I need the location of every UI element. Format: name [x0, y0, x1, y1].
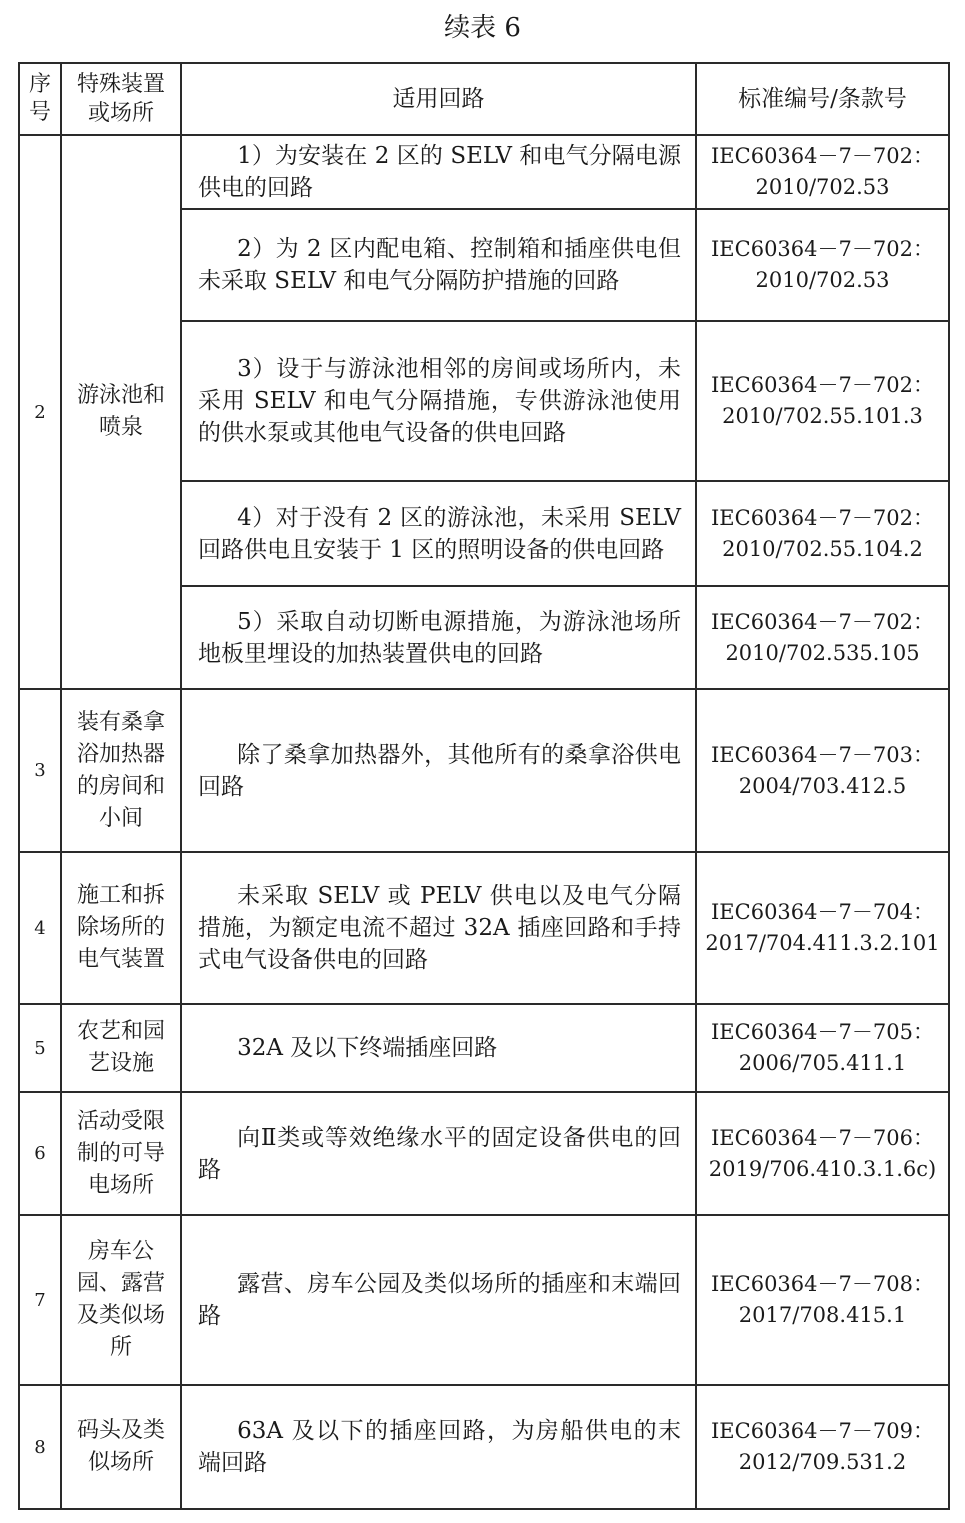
standard-number: IEC60364－7－704：	[711, 900, 934, 924]
standard-number: IEC60364－7－708：	[711, 1272, 934, 1296]
row-place: 游泳池和喷泉	[61, 135, 181, 689]
row-standard	[696, 1215, 949, 1385]
row-seq: 8	[19, 1385, 61, 1509]
row-circuit: 4）对于没有 2 区的游泳池，未采用 SELV 回路供电且安装于 1 区的照明设备的供电回路	[181, 481, 696, 586]
row-place: 活动受限制的可导电场所	[61, 1092, 181, 1215]
row-circuit: 除了桑拿加热器外，其他所有的桑拿浴供电回路	[181, 689, 696, 852]
row-circuit: 32A 及以下终端插座回路	[181, 1004, 696, 1092]
table-row	[19, 689, 949, 852]
standard-clause: 2012/709.531.2	[738, 1450, 907, 1474]
row-seq: 4	[19, 852, 61, 1004]
standard-clause: 2010/702.53	[755, 175, 890, 199]
standard-clause: 2010/702.535.105	[725, 640, 920, 665]
standard-clause: 2010/702.53	[755, 268, 890, 292]
row-standard	[696, 1092, 949, 1215]
table-caption: 续表 6	[444, 13, 521, 43]
standard-number: IEC60364－7－705：	[711, 1020, 934, 1044]
standard-number: IEC60364－7－706：	[711, 1125, 934, 1150]
table-row	[19, 1004, 949, 1092]
standard-number: IEC60364－7－702：	[711, 373, 934, 397]
header-circuit: 适用回路	[181, 63, 696, 135]
header-seq: 序号	[19, 63, 61, 135]
row-standard	[696, 586, 949, 689]
standard-clause: 2010/702.55.101.3	[722, 404, 923, 428]
row-standard	[696, 1385, 949, 1509]
row-standard	[696, 209, 949, 321]
row-place: 装有桑拿浴加热器的房间和小间	[61, 689, 181, 852]
table-row	[19, 1385, 949, 1509]
row-circuit: 向Ⅱ类或等效绝缘水平的固定设备供电的回路	[181, 1092, 696, 1215]
row-circuit: 露营、房车公园及类似场所的插座和末端回路	[181, 1215, 696, 1385]
row-circuit: 1）为安装在 2 区的 SELV 和电气分隔电源供电的回路	[181, 135, 696, 209]
row-standard	[696, 135, 949, 209]
standard-clause: 2010/702.55.104.2	[722, 536, 923, 561]
standard-number: IEC60364－7－709：	[711, 1419, 934, 1443]
standard-clause: 2019/706.410.3.1.6c)	[708, 1156, 937, 1181]
row-standard	[696, 481, 949, 586]
standard-clause: 2004/703.412.5	[738, 773, 907, 798]
row-place: 农艺和园艺设施	[61, 1004, 181, 1092]
standard-number: IEC60364－7－702：	[711, 144, 934, 168]
row-circuit: 5）采取自动切断电源措施，为游泳池场所地板里埋设的加热装置供电的回路	[181, 586, 696, 689]
standard-clause: 2017/704.411.3.2.101	[705, 931, 940, 955]
row-circuit: 3）设于与游泳池相邻的房间或场所内，未采用 SELV 和电气分隔措施，专供游泳池使用的供水泵或其他电气设备的供电回路	[181, 321, 696, 481]
row-place: 施工和拆除场所的电气装置	[61, 852, 181, 1004]
standard-clause: 2017/708.415.1	[738, 1303, 907, 1327]
row-seq: 5	[19, 1004, 61, 1092]
table-row	[19, 135, 949, 209]
table-row	[19, 1215, 949, 1385]
row-circuit: 未采取 SELV 或 PELV 供电以及电气分隔措施，为额定电流不超过 32A 插座回路和手持式电气设备供电的回路	[181, 852, 696, 1004]
standard-number: IEC60364－7－702：	[711, 609, 934, 634]
row-seq: 6	[19, 1092, 61, 1215]
standard-number: IEC60364－7－703：	[711, 742, 934, 767]
row-standard	[696, 689, 949, 852]
row-place: 房车公园、露营及类似场所	[61, 1215, 181, 1385]
row-seq: 7	[19, 1215, 61, 1385]
header-place: 特殊装置或场所	[61, 63, 181, 135]
row-standard	[696, 852, 949, 1004]
header-row	[19, 63, 949, 135]
row-standard	[696, 321, 949, 481]
row-circuit: 63A 及以下的插座回路，为房船供电的末端回路	[181, 1385, 696, 1509]
row-place: 码头及类似场所	[61, 1385, 181, 1509]
row-seq: 3	[19, 689, 61, 852]
row-standard	[696, 1004, 949, 1092]
header-standard: 标准编号/条款号	[696, 63, 949, 135]
standard-number: IEC60364－7－702：	[711, 505, 934, 530]
row-circuit: 2）为 2 区内配电箱、控制箱和插座供电但未采取 SELV 和电气分隔防护措施的回路	[181, 209, 696, 321]
table-row	[19, 1092, 949, 1215]
standard-clause: 2006/705.411.1	[738, 1051, 907, 1075]
standards-table	[18, 62, 950, 1510]
table-row	[19, 852, 949, 1004]
row-seq: 2	[19, 135, 61, 689]
standard-number: IEC60364－7－702：	[711, 237, 934, 261]
